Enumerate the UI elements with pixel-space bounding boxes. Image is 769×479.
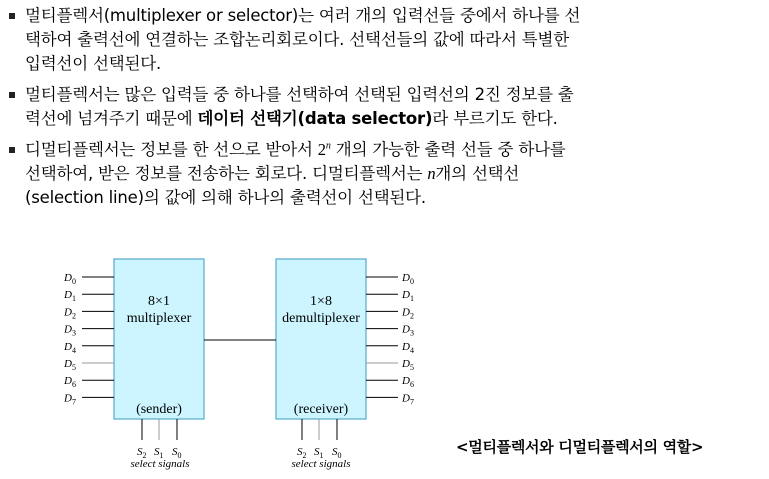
demux-box [276,259,366,419]
text-run: 개의 가능한 출력 선들 중 하나를 [330,140,566,159]
text-line: (selection line)의 값에 의해 하나의 출력선이 선택된다. [25,188,426,207]
demux-select-label: $S_2$ [297,446,307,460]
demux-output-label: $D_2$ [402,306,414,321]
math-exponent: n [325,140,331,152]
demux-output-label: $D_0$ [402,272,414,286]
mux-input-label: $D_5$ [64,358,76,372]
demux-select-signals-label: select signals [291,458,351,470]
demux-name-label: demultiplexer [282,311,360,326]
mux-select-label: $S_1$ [154,446,164,460]
text-line: 멀티플렉서는 많은 입력들 중 하나를 선택하여 선택된 입력선의 2진 정보를 출 [25,85,574,104]
demux-output-label: $D_6$ [402,375,414,390]
mux-input-label: $D_6$ [64,375,76,390]
mux-role-label: (sender) [136,402,182,417]
demux-role-label: (receiver) [293,402,349,417]
demux-select-label: $S_0$ [332,446,342,460]
mux-input-label: $D_1$ [64,289,76,304]
math-base: 2 [317,140,326,159]
mux-select-label: $S_0$ [172,446,182,460]
text-line: 입력선이 선택된다. [25,54,162,73]
mux-input-label: $D_7$ [64,392,76,407]
mux-box [114,259,204,419]
demux-output-label: $D_1$ [402,289,414,304]
mux-input-label: $D_4$ [64,340,76,355]
text-line: 택하여 출력선에 연결하는 조합논리회로이다. 선택선들의 값에 따라서 특별한 [25,30,570,49]
text-run: 선택하여, 받은 정보를 전송하는 회로다. 디멀티플렉서는 [25,164,428,183]
emphasis-term: 데이터 선택기(data selector) [197,109,433,128]
demultiplexer-block [276,259,414,470]
mux-select-label: $S_2$ [137,446,147,460]
text-run: 력선에 넘겨주기 때문에 [25,109,198,128]
mux-input-label: $D_2$ [64,306,76,321]
demux-output-label: $D_4$ [402,340,414,355]
demux-output-label: $D_5$ [402,358,414,372]
text-run: 개의 선택선 [435,164,520,183]
mux-input-label: $D_3$ [64,323,76,338]
demux-output-label: $D_3$ [402,323,414,338]
demux-size-label: 1×8 [310,294,332,309]
multiplexer-block [63,259,204,470]
mux-name-label: multiplexer [126,311,192,326]
figure-caption: <멀티플렉서와 디멀티플렉서의 역할> [456,438,704,456]
demux-select-label: $S_1$ [314,446,324,460]
demux-output-label: $D_7$ [402,392,414,407]
text-run: 디멀티플렉서는 정보를 한 선으로 받아서 [25,140,318,159]
mux-size-label: 8×1 [148,294,170,309]
math-variable: n [427,164,436,183]
mux-input-label: $D_0$ [64,272,76,286]
text-run: 라 부르기도 한다. [432,109,558,128]
mux-select-signals-label: select signals [130,458,190,470]
text-line: 멀티플렉서(multiplexer or selector)는 여러 개의 입력선들 중에서 하나를 선 [25,6,581,25]
